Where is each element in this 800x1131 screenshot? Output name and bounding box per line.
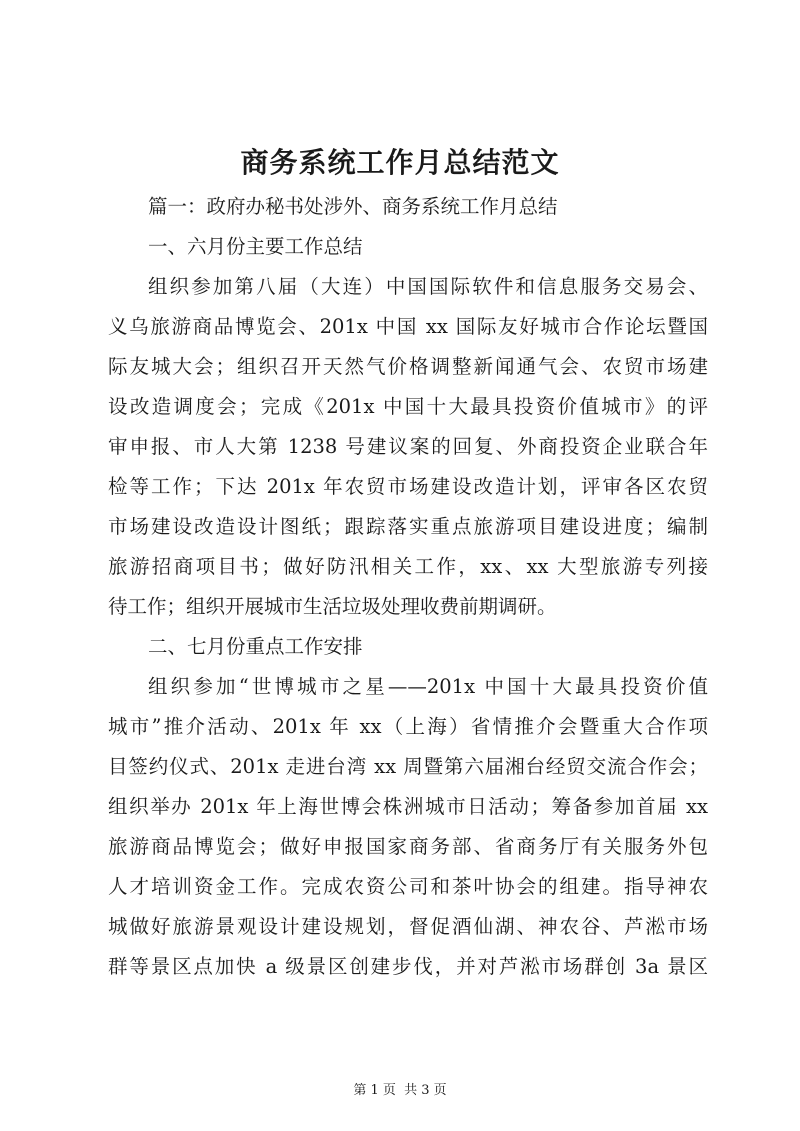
section-heading: 一、六月份主要工作总结 xyxy=(148,235,363,258)
paragraph-line: 审申报、市人大第 1238 号建议案的回复、外商投资企业联合年 xyxy=(108,435,708,458)
page-total: 共 3 页 xyxy=(404,1083,447,1098)
document-title: 商务系统工作月总结范文 xyxy=(240,146,560,179)
paragraph-line: 检等工作；下达 201x 年农贸市场建设改造计划，评审各区农贸 xyxy=(108,475,708,498)
paragraph-line: 组织参加第八届（大连）中国国际软件和信息服务交易会、 xyxy=(148,275,708,298)
paragraph-line: 人才培训资金工作。完成农资公司和茶叶协会的组建。指导神农 xyxy=(108,875,708,898)
paragraph-line: 组织举办 201x 年上海世博会株洲城市日活动；筹备参加首届 xx xyxy=(108,795,708,818)
paragraph-line: 旅游招商项目书；做好防汛相关工作，xx、xx 大型旅游专列接 xyxy=(108,555,708,578)
paragraph-line: 组织参加“世博城市之星——201x 中国十大最具投资价值 xyxy=(148,675,708,698)
paragraph-line: 设改造调度会；完成《201x 中国十大最具投资价值城市》的评 xyxy=(108,395,708,418)
paragraph-line: 际友城大会；组织召开天然气价格调整新闻通气会、农贸市场建 xyxy=(108,355,708,378)
section-heading: 篇一：政府办秘书处涉外、商务系统工作月总结 xyxy=(148,195,558,218)
paragraph-line: 义乌旅游商品博览会、201x 中国 xx 国际友好城市合作论坛暨国 xyxy=(108,315,708,338)
paragraph-line: 待工作；组织开展城市生活垃圾处理收费前期调研。 xyxy=(108,595,557,618)
paragraph-line: 目签约仪式、201x 走进台湾 xx 周暨第六届湘台经贸交流合作会； xyxy=(108,755,708,778)
page-number: 第 1 页 xyxy=(353,1083,396,1098)
paragraph-line: 城做好旅游景观设计建设规划，督促酒仙湖、神农谷、芦淞市场 xyxy=(108,915,708,938)
page-footer xyxy=(0,1081,800,1101)
paragraph-line: 旅游商品博览会；做好申报国家商务部、省商务厅有关服务外包 xyxy=(108,835,708,858)
paragraph-line: 市场建设改造设计图纸；跟踪落实重点旅游项目建设进度；编制 xyxy=(108,515,708,538)
section-heading: 二、七月份重点工作安排 xyxy=(148,635,363,658)
paragraph-line: 城市”推介活动、201x 年 xx（上海）省情推介会暨重大合作项 xyxy=(108,715,708,738)
paragraph-line: 群等景区点加快 a 级景区创建步伐，并对芦淞市场群创 3a 景区 xyxy=(108,955,708,978)
